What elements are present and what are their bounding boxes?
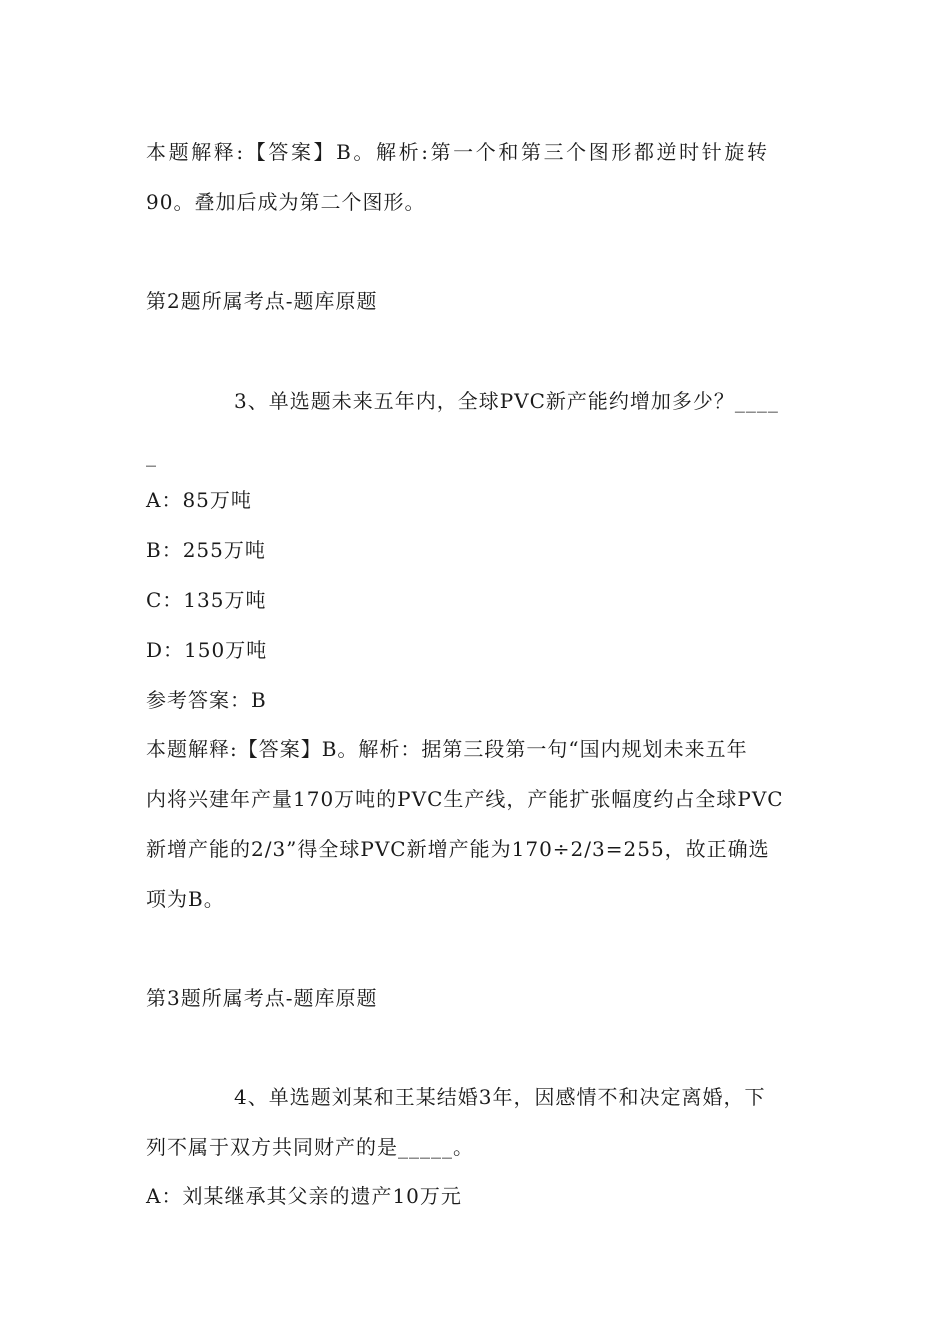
q3-option-d: D：150万吨 [146,638,268,662]
q2-explanation-line-2: 90。叠加后成为第二个图形。 [146,190,426,214]
q4-option-a: A：刘某继承其父亲的遗产10万元 [146,1184,462,1208]
q3-answer: 参考答案：B [146,688,267,712]
q3-topic: 第3题所属考点-题库原题 [146,986,378,1010]
q3-explanation-line-2: 内将兴建年产量170万吨的PVC生产线，产能扩张幅度约占全球PVC [146,787,784,811]
q2-topic: 第2题所属考点-题库原题 [146,289,378,313]
q4-stem-line-1: 4、单选题刘某和王某结婚3年，因感情不和决定离婚，下 [234,1085,766,1109]
q3-explanation-line-3: 新增产能的2/3”得全球PVC新增产能为170÷2/3=255，故正确选 [146,837,770,861]
q2-explanation-line-1: 本题解释:【答案】B。解析:第一个和第三个图形都逆时针旋转 [146,140,770,164]
q3-explanation-line-4: 项为B。 [146,887,225,911]
q3-stem-line-2: _ [146,443,157,467]
q4-stem-line-2: 列不属于双方共同财产的是_____。 [146,1135,474,1159]
q3-option-c: C：135万吨 [146,588,267,612]
q3-option-a: A：85万吨 [146,488,252,512]
q3-option-b: B：255万吨 [146,538,266,562]
q3-stem-line-1: 3、单选题未来五年内，全球PVC新产能约增加多少？____ [234,389,779,413]
q3-explanation-line-1: 本题解释:【答案】B。解析：据第三段第一句“国内规划未来五年 [146,737,748,761]
